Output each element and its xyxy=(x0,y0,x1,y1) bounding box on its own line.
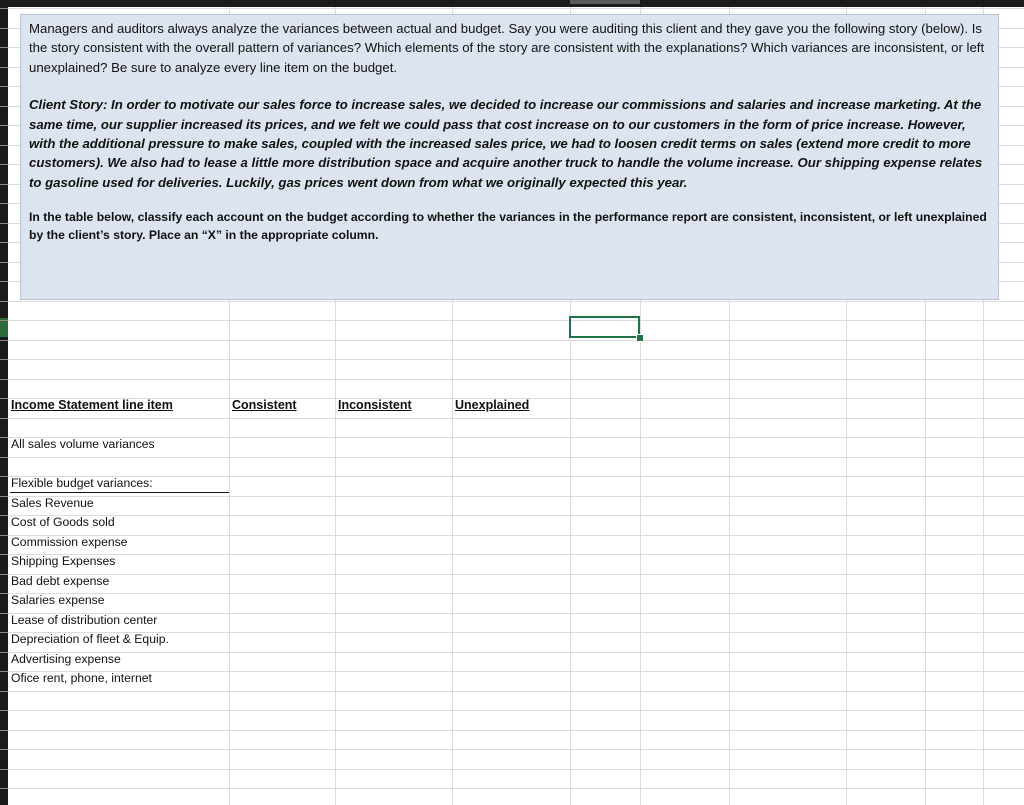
row-header-divider xyxy=(0,47,8,48)
row-gridline xyxy=(8,554,1024,555)
row-gridline xyxy=(8,574,1024,575)
row-gridline xyxy=(8,749,1024,750)
header-unexplained[interactable]: Unexplained xyxy=(455,398,530,412)
row-header-divider xyxy=(0,749,8,750)
row-gridline xyxy=(8,788,1024,789)
row-header-divider xyxy=(0,262,8,263)
row-header-divider xyxy=(0,223,8,224)
row-gridline xyxy=(8,515,1024,516)
row-gridline xyxy=(8,593,1024,594)
table-row[interactable]: Shipping Expenses xyxy=(11,554,116,568)
row-header-divider xyxy=(0,184,8,185)
row-gridline xyxy=(8,418,1024,419)
row-header-divider xyxy=(0,457,8,458)
row-header-divider xyxy=(0,769,8,770)
row-header-divider xyxy=(0,788,8,789)
row-header-divider xyxy=(0,710,8,711)
row-header-divider xyxy=(0,671,8,672)
client-story-paragraph: Client Story: In order to motivate our sales force to increase sales, we decided to increase our commissions and salaries and increase marketing. At the same time, our supplier increased its prices, and we felt we could pass that cost increase on to our customers in the form of price increase. However, with the additional pressure to make sales, coupled with the increased sales price, we had to loosen credit terms on sales (extend more credit to more customers). We also had to lease a little more distribution space and acquire another truck to handle the volume increase. Our shipping expense relates to gasoline used for deliveries. Luckily, gas prices went down from what we originally expected this year. xyxy=(29,97,983,190)
table-row[interactable]: Cost of Goods sold xyxy=(11,515,115,529)
row-header-divider xyxy=(0,86,8,87)
row-header-divider xyxy=(0,691,8,692)
flexible-budget-label[interactable]: Flexible budget variances: xyxy=(11,476,153,490)
row-header-divider xyxy=(0,437,8,438)
fill-handle[interactable] xyxy=(636,334,644,342)
row-gridline xyxy=(8,8,1024,9)
table-row[interactable]: Depreciation of fleet & Equip. xyxy=(11,632,169,646)
row-gridline xyxy=(8,535,1024,536)
row-header-divider xyxy=(0,164,8,165)
row-header-divider xyxy=(0,242,8,243)
row-header-divider xyxy=(0,281,8,282)
row-header-divider xyxy=(0,613,8,614)
header-inconsistent[interactable]: Inconsistent xyxy=(338,398,412,412)
row-header-divider xyxy=(0,574,8,575)
instructions-text-box[interactable] xyxy=(20,14,999,300)
row-header-divider xyxy=(0,203,8,204)
row-header-divider xyxy=(0,359,8,360)
row-gridline xyxy=(8,320,1024,321)
row-header-divider xyxy=(0,418,8,419)
table-row[interactable]: Ofice rent, phone, internet xyxy=(11,671,152,685)
label-bottom-border xyxy=(10,492,229,493)
row-gridline xyxy=(8,652,1024,653)
row-header-divider xyxy=(0,632,8,633)
row-header-strip xyxy=(0,0,8,805)
row-header-divider xyxy=(0,476,8,477)
row-header-divider xyxy=(0,145,8,146)
row-gridline xyxy=(8,457,1024,458)
row-header-divider xyxy=(0,730,8,731)
row-header-divider xyxy=(0,320,8,321)
column-header-strip xyxy=(0,0,1024,7)
row-header-divider xyxy=(0,67,8,68)
row-header-divider xyxy=(0,8,8,9)
row-gridline xyxy=(8,476,1024,477)
row-gridline xyxy=(8,379,1024,380)
row-header-divider xyxy=(0,535,8,536)
table-row[interactable]: Advertising expense xyxy=(11,652,121,666)
table-row[interactable]: Sales Revenue xyxy=(11,496,94,510)
row-header-divider xyxy=(0,301,8,302)
row-header-divider xyxy=(0,593,8,594)
instructions-paragraph: In the table below, classify each account on the budget according to whether the variances in the performance report are consistent, inconsistent, or left unexplained by the client’s story. Place an “X” in the appropriate column. xyxy=(29,210,987,243)
row-gridline xyxy=(8,359,1024,360)
row-gridline xyxy=(8,340,1024,341)
row-sales-volume[interactable]: All sales volume variances xyxy=(11,437,155,451)
row-gridline xyxy=(8,730,1024,731)
row-header-divider xyxy=(0,28,8,29)
row-gridline xyxy=(8,301,1024,302)
row-gridline xyxy=(8,613,1024,614)
row-header-divider xyxy=(0,379,8,380)
row-header-divider xyxy=(0,398,8,399)
table-row[interactable]: Bad debt expense xyxy=(11,574,110,588)
row-header-divider xyxy=(0,554,8,555)
row-header-divider xyxy=(0,652,8,653)
row-header-divider xyxy=(0,496,8,497)
row-header-divider xyxy=(0,125,8,126)
row-gridline xyxy=(8,769,1024,770)
table-row[interactable]: Lease of distribution center xyxy=(11,613,158,627)
table-row[interactable]: Commission expense xyxy=(11,535,128,549)
table-row[interactable]: Salaries expense xyxy=(11,593,105,607)
intro-paragraph: Managers and auditors always analyze the variances between actual and budget. Say you were auditing this client and they gave you the following story (below). Is the story consistent with the overall pattern of variances? Which elements of the story are consistent with the explanations? Which variances are inconsistent, or left unexplained? Be sure to analyze every line item on the budget. xyxy=(29,21,985,75)
row-header-divider xyxy=(0,340,8,341)
row-gridline xyxy=(8,710,1024,711)
row-header-divider xyxy=(0,106,8,107)
row-gridline xyxy=(8,691,1024,692)
header-consistent[interactable]: Consistent xyxy=(232,398,297,412)
row-gridline xyxy=(8,496,1024,497)
selected-cell[interactable] xyxy=(569,316,640,338)
row-gridline xyxy=(8,437,1024,438)
row-gridline xyxy=(8,671,1024,672)
row-header-divider xyxy=(0,515,8,516)
selected-column-indicator xyxy=(570,0,640,4)
header-line-item[interactable]: Income Statement line item xyxy=(11,398,173,412)
